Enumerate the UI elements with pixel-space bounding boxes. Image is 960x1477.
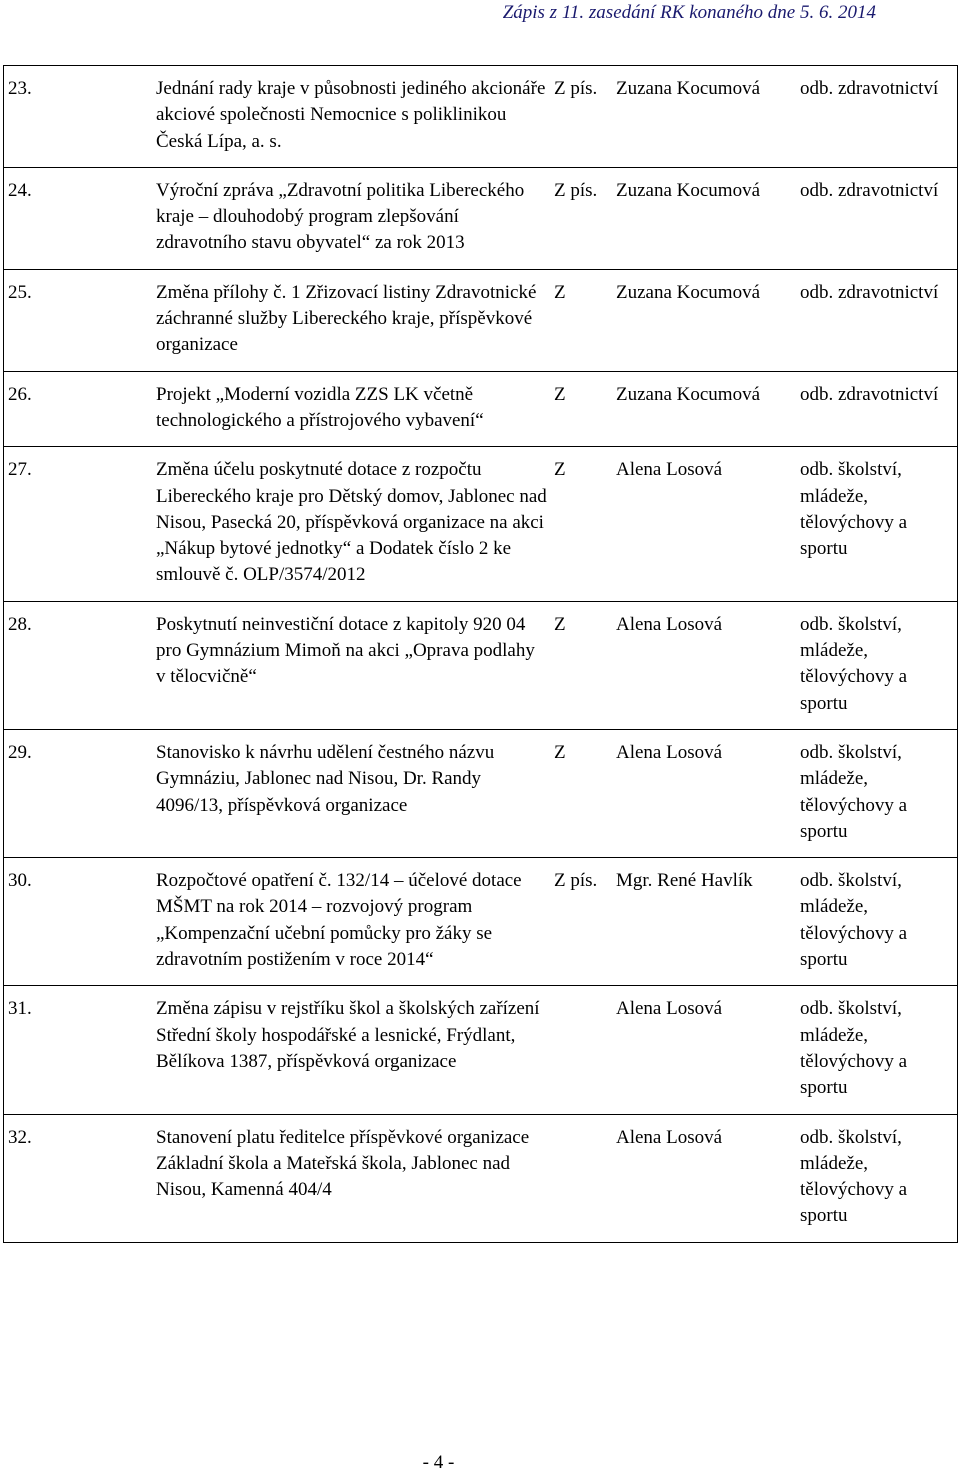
- item-type: Z: [554, 447, 616, 601]
- item-presenter: Alena Losová: [616, 729, 800, 857]
- item-type: Z pís.: [554, 167, 616, 269]
- item-number: 25.: [4, 269, 157, 371]
- item-number: 26.: [4, 371, 157, 447]
- item-type: Z pís.: [554, 858, 616, 986]
- item-department: odb. školství, mládeže, tělovýchovy a sportu: [800, 729, 958, 857]
- item-presenter: Zuzana Kocumová: [616, 167, 800, 269]
- item-department: odb. školství, mládeže, tělovýchovy a sportu: [800, 858, 958, 986]
- item-presenter: Zuzana Kocumová: [616, 66, 800, 168]
- document-header: Zápis z 11. zasedání RK konaného dne 5. 6. 2014: [502, 2, 876, 23]
- item-number: 32.: [4, 1114, 157, 1242]
- item-department: odb. zdravotnictví: [800, 269, 958, 371]
- item-type: [554, 1114, 616, 1242]
- item-presenter: Zuzana Kocumová: [616, 371, 800, 447]
- table-row: [4, 447, 958, 601]
- item-title: Projekt „Moderní vozidla ZZS LK včetně technologického a přístrojového vybavení“: [156, 371, 554, 447]
- item-type: Z: [554, 729, 616, 857]
- item-presenter: Alena Losová: [616, 447, 800, 601]
- item-department: odb. školství, mládeže, tělovýchovy a sportu: [800, 1114, 958, 1242]
- item-title: Jednání rady kraje v působnosti jediného akcionáře akciové společnosti Nemocnice s poliklinikou Česká Lípa, a. s.: [156, 66, 554, 168]
- item-presenter: Alena Losová: [616, 601, 800, 729]
- table-row: [4, 858, 958, 986]
- item-type: Z: [554, 601, 616, 729]
- table-row: [4, 66, 958, 168]
- item-presenter: Alena Losová: [616, 986, 800, 1114]
- item-title: Změna účelu poskytnuté dotace z rozpočtu Libereckého kraje pro Dětský domov, Jablonec nad Nisou, Pasecká 20, příspěvková organizace na akci „Nákup bytové jednotky“ a Dodatek číslo 2 ke smlouvě č. OLP/3574/2012: [156, 447, 554, 601]
- table-row: [4, 167, 958, 269]
- item-type: Z: [554, 269, 616, 371]
- item-number: 29.: [4, 729, 157, 857]
- table-row: [4, 371, 958, 447]
- page-number: - 4 -: [422, 1452, 455, 1473]
- table-row: [4, 1114, 958, 1242]
- item-department: odb. školství, mládeže, tělovýchovy a sportu: [800, 986, 958, 1114]
- item-department: odb. školství, mládeže, tělovýchovy a sportu: [800, 601, 958, 729]
- item-presenter: Zuzana Kocumová: [616, 269, 800, 371]
- item-number: 27.: [4, 447, 157, 601]
- item-number: 30.: [4, 858, 157, 986]
- item-department: odb. zdravotnictví: [800, 167, 958, 269]
- item-type: [554, 986, 616, 1114]
- item-title: Poskytnutí neinvestiční dotace z kapitoly 920 04 pro Gymnázium Mimoň na akci „Oprava podlahy v tělocvičně“: [156, 601, 554, 729]
- table-row: [4, 601, 958, 729]
- table-row: [4, 269, 958, 371]
- item-type: Z: [554, 371, 616, 447]
- agenda-table: [3, 65, 958, 1243]
- table-row: [4, 729, 958, 857]
- item-type: Z pís.: [554, 66, 616, 168]
- item-presenter: Alena Losová: [616, 1114, 800, 1242]
- item-department: odb. zdravotnictví: [800, 371, 958, 447]
- item-title: Změna přílohy č. 1 Zřizovací listiny Zdravotnické záchranné služby Libereckého kraje, příspěvkové organizace: [156, 269, 554, 371]
- item-number: 28.: [4, 601, 157, 729]
- item-number: 24.: [4, 167, 157, 269]
- item-title: Výroční zpráva „Zdravotní politika Libereckého kraje – dlouhodobý program zlepšování zdravotního stavu obyvatel“ za rok 2013: [156, 167, 554, 269]
- item-department: odb. školství, mládeže, tělovýchovy a sportu: [800, 447, 958, 601]
- table-row: [4, 986, 958, 1114]
- item-presenter: Mgr. René Havlík: [616, 858, 800, 986]
- item-number: 31.: [4, 986, 157, 1114]
- item-title: Rozpočtové opatření č. 132/14 – účelové dotace MŠMT na rok 2014 – rozvojový program „Kompenzační učební pomůcky pro žáky se zdravotním postižením v roce 2014“: [156, 858, 554, 986]
- item-title: Stanovisko k návrhu udělení čestného názvu Gymnáziu, Jablonec nad Nisou, Dr. Randy 4096/13, příspěvková organizace: [156, 729, 554, 857]
- item-number: 23.: [4, 66, 157, 168]
- item-department: odb. zdravotnictví: [800, 66, 958, 168]
- item-title: Změna zápisu v rejstříku škol a školských zařízení Střední školy hospodářské a lesnické, Frýdlant, Bělíkova 1387, příspěvková organizace: [156, 986, 554, 1114]
- item-title: Stanovení platu ředitelce příspěvkové organizace Základní škola a Mateřská škola, Jablonec nad Nisou, Kamenná 404/4: [156, 1114, 554, 1242]
